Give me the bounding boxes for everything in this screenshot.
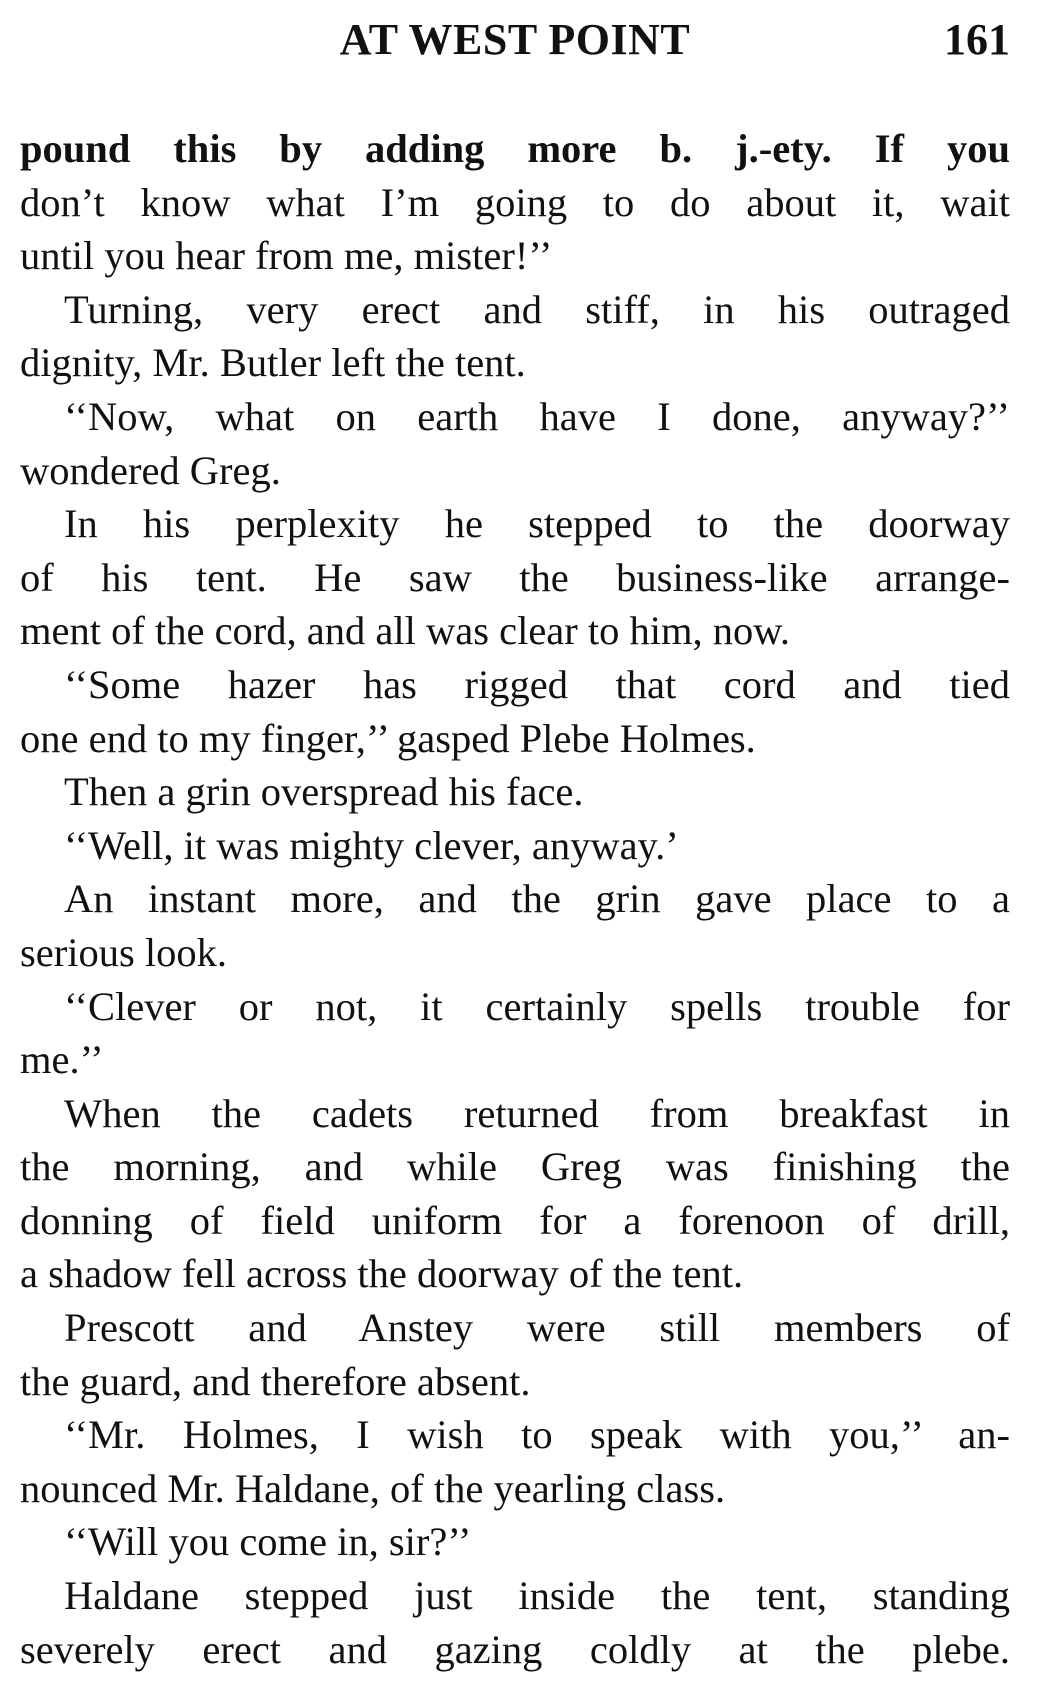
text-line: ‘‘Clever or not, it certainly spells trouble for — [64, 983, 1010, 1029]
text-line: of his tent. He saw the business-like arrange- — [20, 554, 1010, 600]
text-line: severely erect and gazing coldly at the plebe. — [20, 1626, 1010, 1672]
text-line: Then a grin overspread his face. — [64, 769, 584, 815]
text-line: In his perplexity he stepped to the doorway — [64, 501, 1010, 547]
text-line: dignity, Mr. Butler left the tent. — [20, 340, 526, 386]
text-line: serious look. — [20, 929, 227, 975]
text-line: donning of field uniform for a forenoon of drill, — [20, 1197, 1010, 1243]
text-line: a shadow fell across the doorway of the tent. — [20, 1251, 744, 1297]
text-line: the guard, and therefore absent. — [20, 1358, 531, 1404]
text-line: pound this by adding more b. j.-ety. If you — [20, 126, 1010, 171]
text-line: ‘‘Some hazer has rigged that cord and tied — [64, 661, 1010, 707]
text-line: ‘‘Mr. Holmes, I wish to speak with you,’’ an- — [64, 1412, 1010, 1458]
running-title: AT WEST POINT — [339, 15, 691, 64]
text-line: until you hear from me, mister!’’ — [20, 233, 553, 279]
text-line: wondered Greg. — [20, 447, 281, 493]
text-line: ment of the cord, and all was clear to him, now. — [20, 608, 791, 654]
book-page — [20, 0, 1010, 1701]
text-line: nounced Mr. Haldane, of the yearling class. — [20, 1465, 726, 1511]
text-line: An instant more, and the grin gave place to a — [64, 876, 1010, 922]
page-number: 161 — [944, 15, 1010, 64]
text-line: the morning, and while Greg was finishing the — [20, 1144, 1010, 1190]
text-line: one end to my finger,’’ gasped Plebe Holmes. — [20, 715, 756, 761]
text-line: don’t know what I’m going to do about it, wait — [20, 179, 1010, 225]
text-line: ‘‘Well, it was mighty clever, anyway.’ — [64, 822, 679, 868]
text-line: me.’’ — [20, 1037, 104, 1083]
text-line: ‘‘Now, what on earth have I done, anyway?’’ — [64, 393, 1010, 439]
text-line: Turning, very erect and stiff, in his outraged — [64, 286, 1010, 332]
body-text — [20, 122, 1010, 1676]
text-line: When the cadets returned from breakfast in — [64, 1090, 1010, 1136]
text-line: Haldane stepped just inside the tent, standing — [64, 1573, 1010, 1619]
text-line: ‘‘Will you come in, sir?’’ — [64, 1519, 472, 1565]
text-line: Prescott and Anstey were still members of — [64, 1305, 1010, 1351]
running-header — [20, 0, 1010, 88]
